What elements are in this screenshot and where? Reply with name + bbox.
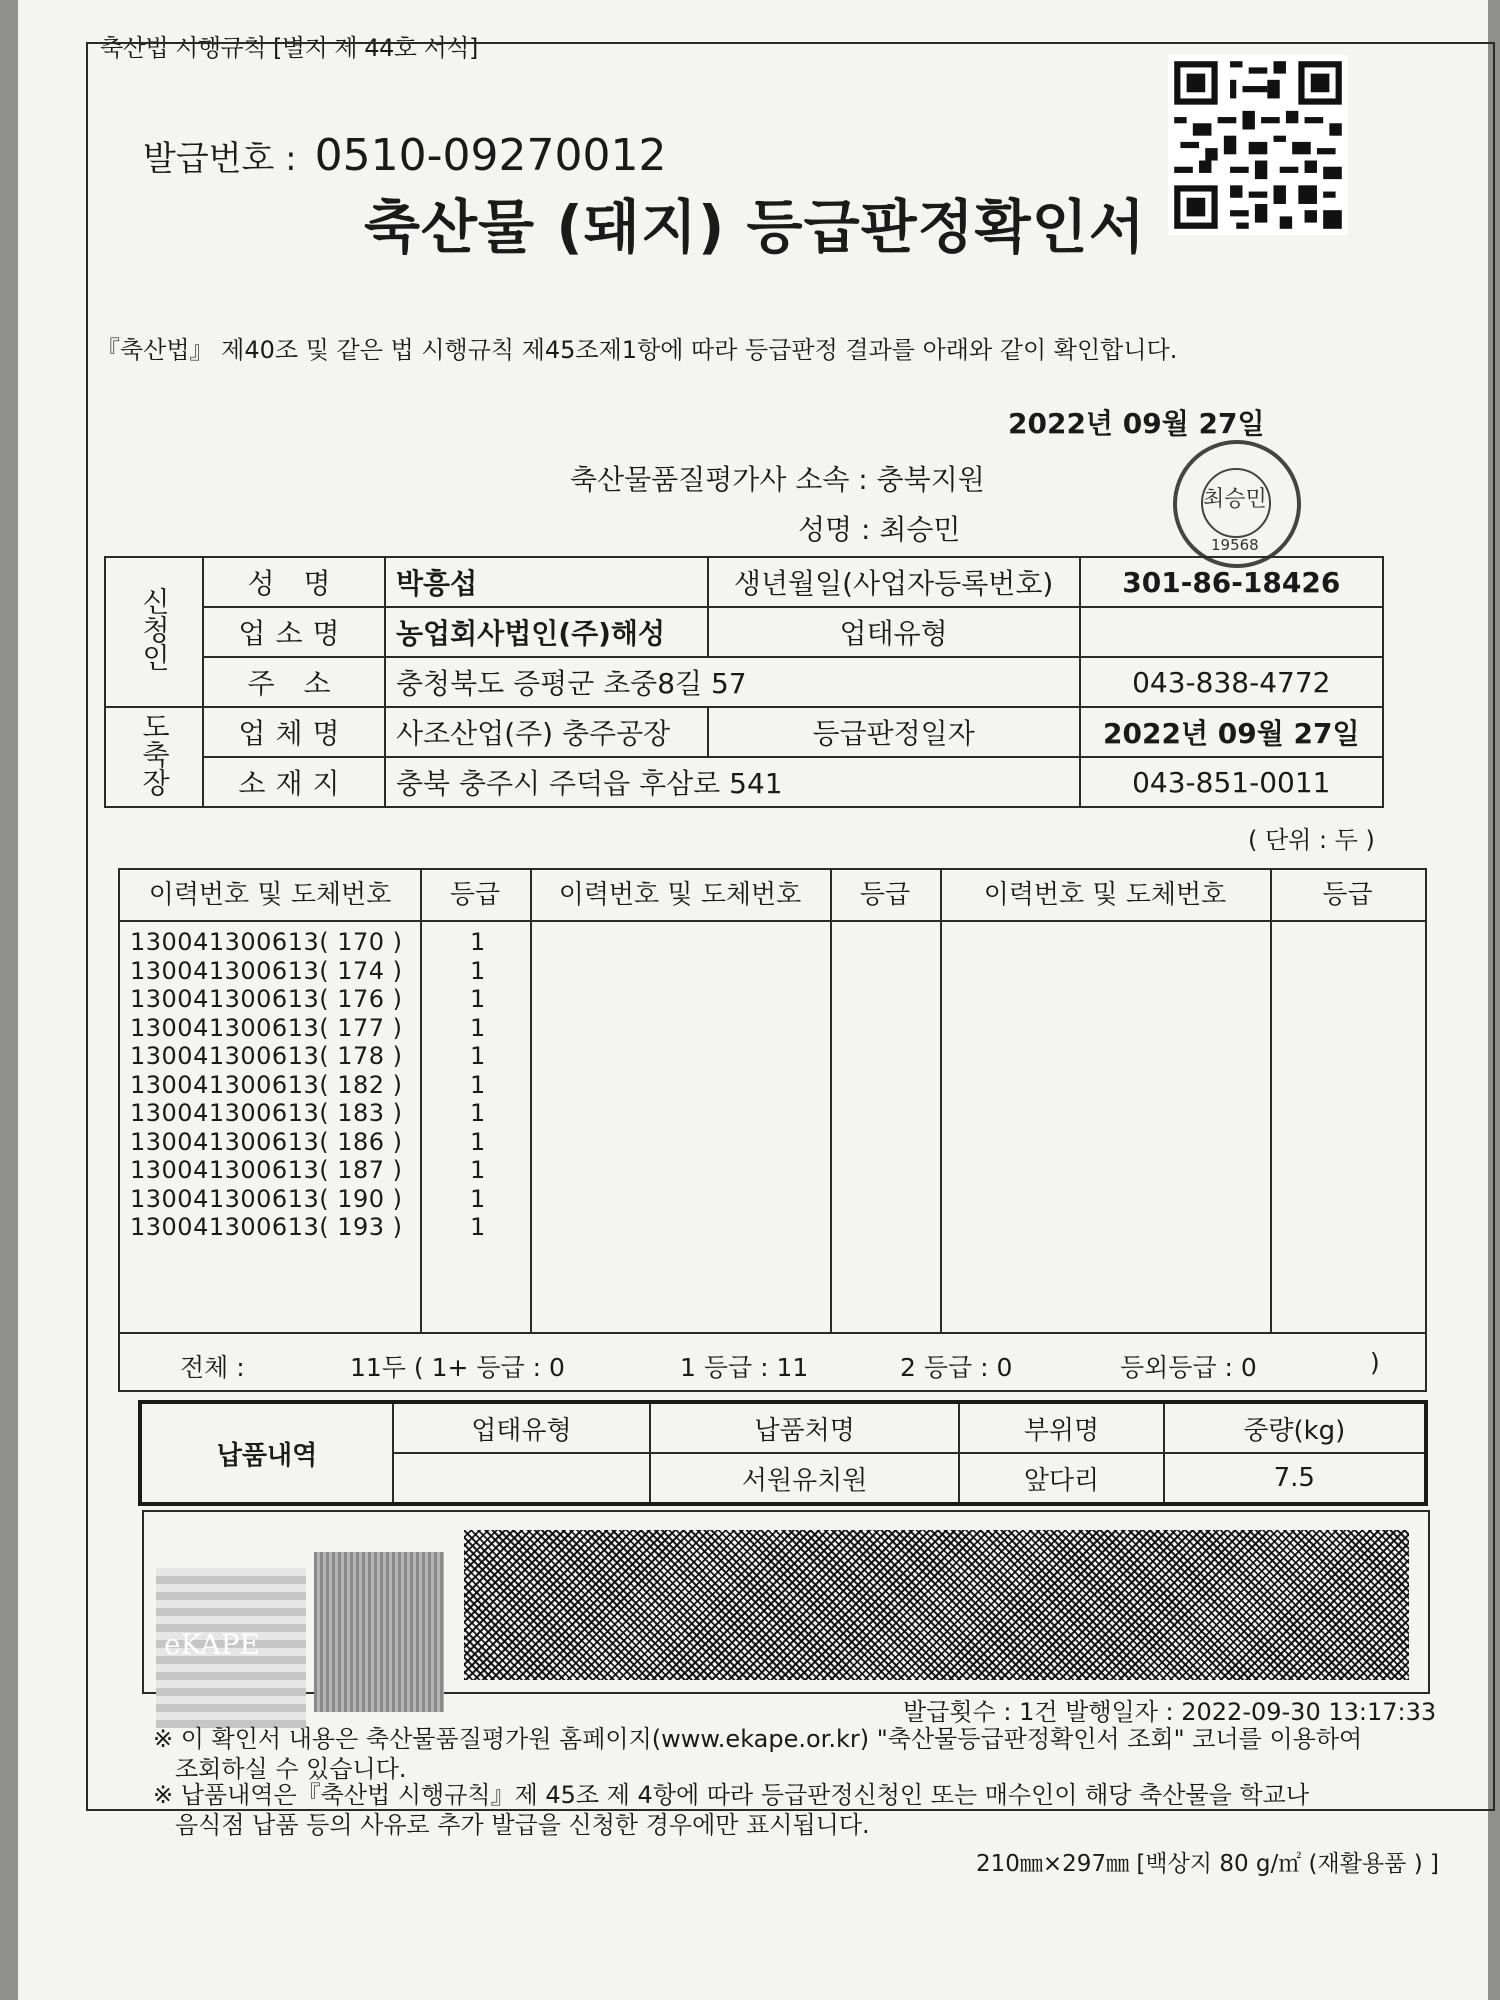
grade-value: 1: [470, 1213, 486, 1241]
totals-row: [120, 1332, 1425, 1390]
delivery-destination: 서원유치원: [650, 1453, 960, 1504]
delivery-weight: 7.5: [1164, 1453, 1426, 1504]
biztype-value: [1080, 607, 1383, 657]
header-grade-2: 등급: [830, 870, 940, 922]
delivery-biztype: [393, 1453, 650, 1504]
grade-value: 1: [470, 1156, 486, 1184]
qr-code-icon: [1168, 55, 1348, 235]
totals-label: 전체 :: [180, 1353, 245, 1382]
delivery-dest-header: 납품처명: [650, 1402, 960, 1453]
seal-name: 최승민: [1203, 487, 1267, 512]
totals-outside-grade: 등외등급 : 0: [1120, 1353, 1257, 1382]
applicant-name: 박흥섭: [385, 557, 708, 607]
note-1: [153, 1724, 1362, 1784]
slaughterhouse-side-label: 도축장: [105, 707, 203, 807]
intro-text: 『축산법』 제40조 및 같은 법 시행규칙 제45조제1항에 따라 등급판정 결과를 아래와 같이 확인합니다.: [96, 336, 1178, 364]
company-name: 농업회사법인(주)해성: [385, 607, 708, 657]
note-2-line-2: 음식점 납품 등의 사유로 추가 발급을 신청한 경우에만 표시됩니다.: [175, 1811, 870, 1839]
form-tag: 축산법 시행규칙 [별지 제 44호 서식]: [100, 34, 478, 62]
issue-number: [143, 130, 666, 181]
grid-col-trace-2: [530, 870, 832, 1332]
totals-grade1: 1 등급 : 11: [680, 1353, 809, 1382]
location-label: 소재지: [203, 757, 385, 807]
grade-value: 1: [470, 1099, 486, 1127]
business-reg-number: 301-86-18426: [1080, 557, 1383, 607]
applicant-phone: 043-838-4772: [1080, 657, 1383, 707]
paper-spec: 210㎜×297㎜ [백상지 80 g/㎡ (재활용품 ) ]: [976, 1851, 1439, 1877]
note-2: [153, 1780, 1309, 1840]
totals-total: 11두 ( 1+ 등급 : 0: [350, 1353, 565, 1382]
certificate-date: 2022년 09월 27일: [1008, 407, 1265, 440]
grader-affiliation: 축산물품질평가사 소속 : 충북지원: [570, 463, 985, 496]
grade-value: 1: [470, 1042, 486, 1070]
ekape-watermark: eKAPE: [156, 1568, 306, 1728]
issue-number-value: 0510-09270012: [314, 130, 667, 181]
issue-info: 발급횟수 : 1건 발행일자 : 2022-09-30 13:17:33: [903, 1698, 1437, 1726]
2d-barcode: [464, 1530, 1409, 1680]
delivery-label: 납품내역: [140, 1402, 393, 1504]
official-seal: [1173, 440, 1301, 568]
security-pattern: [314, 1552, 444, 1712]
trace-number: 130041300613( 174 ): [130, 956, 403, 985]
trace-number: 130041300613( 183 ): [130, 1099, 403, 1127]
issue-label: 발급번호 :: [143, 139, 297, 179]
note-1-line-2: 조회하실 수 있습니다.: [175, 1755, 407, 1783]
grade-value: 1: [470, 928, 486, 956]
trace-number: 130041300613( 182 ): [130, 1070, 403, 1099]
trace-number: 130041300613( 190 ): [130, 1184, 403, 1213]
company-label: 업소명: [203, 607, 385, 657]
applicant-side-label: 신청인: [105, 557, 203, 707]
grader-name: 성명 : 최승민: [798, 513, 961, 546]
slaughterhouse-name: 사조산업(주) 충주공장: [385, 707, 708, 757]
note-2-line-1: ※ 납품내역은『축산법 시행규칙』제 45조 제 4항에 따라 등급판정신청인 또는 매수인이 해당 축산물을 학교나: [153, 1781, 1310, 1809]
biztype-label: 업태유형: [708, 607, 1080, 657]
trace-number: 130041300613( 193 ): [130, 1213, 403, 1241]
grade-value: 1: [470, 1127, 486, 1156]
seal-number: 19568: [1211, 536, 1259, 554]
totals-grade2: 2 등급 : 0: [900, 1353, 1013, 1382]
header-grade-1: 등급: [420, 870, 530, 922]
header-trace-1: 이력번호 및 도체번호: [120, 870, 420, 922]
document-title: 축산물 (돼지) 등급판정확인서: [364, 193, 1146, 261]
security-codes-box: [142, 1510, 1430, 1694]
trace-number: 130041300613( 178 ): [130, 1042, 403, 1070]
grading-date: 2022년 09월 27일: [1080, 707, 1383, 757]
applicant-address: 충청북도 증평군 초중8길 57: [385, 657, 1080, 707]
totals-close: ): [1370, 1348, 1380, 1377]
grading-date-label: 등급판정일자: [708, 707, 1080, 757]
grid-col-grade-2: [830, 870, 942, 1332]
trace-number: 130041300613( 177 ): [130, 1013, 403, 1042]
delivery-part-header: 부위명: [959, 1402, 1163, 1453]
grade-value: 1: [470, 1070, 486, 1099]
header-grade-3: 등급: [1270, 870, 1425, 922]
delivery-table: [138, 1400, 1428, 1506]
trace-number: 130041300613( 170 ): [130, 928, 403, 956]
trace-number: 130041300613( 186 ): [130, 1127, 403, 1156]
applicant-slaughterhouse-table: [104, 556, 1384, 808]
document-page: [18, 0, 1488, 2000]
header-trace-2: 이력번호 및 도체번호: [530, 870, 830, 922]
delivery-part: 앞다리: [959, 1453, 1163, 1504]
grade-value: 1: [470, 956, 486, 985]
grading-results-grid: [118, 868, 1427, 1392]
delivery-weight-header: 중량(kg): [1164, 1402, 1426, 1453]
unit-label: ( 단위 : 두 ): [1248, 826, 1375, 854]
slaughterhouse-location: 충북 충주시 주덕읍 후삼로 541: [385, 757, 1080, 807]
trace-number: 130041300613( 176 ): [130, 985, 403, 1013]
grade-value: 1: [470, 985, 486, 1013]
slaughterhouse-name-label: 업체명: [203, 707, 385, 757]
applicant-name-label: 성 명: [203, 557, 385, 607]
header-trace-3: 이력번호 및 도체번호: [940, 870, 1270, 922]
note-1-line-1: ※ 이 확인서 내용은 축산물품질평가원 홈페이지(www.ekape.or.kr) "축산물등급판정확인서 조회" 코너를 이용하여: [153, 1725, 1363, 1753]
birth-label: 생년월일(사업자등록번호): [708, 557, 1080, 607]
grid-col-trace-3: [940, 870, 1272, 1332]
address-label: 주 소: [203, 657, 385, 707]
slaughterhouse-phone: 043-851-0011: [1080, 757, 1383, 807]
grade-value: 1: [470, 1013, 486, 1042]
grade-value: 1: [470, 1184, 486, 1213]
trace-number: 130041300613( 187 ): [130, 1156, 403, 1184]
delivery-biztype-header: 업태유형: [393, 1402, 650, 1453]
